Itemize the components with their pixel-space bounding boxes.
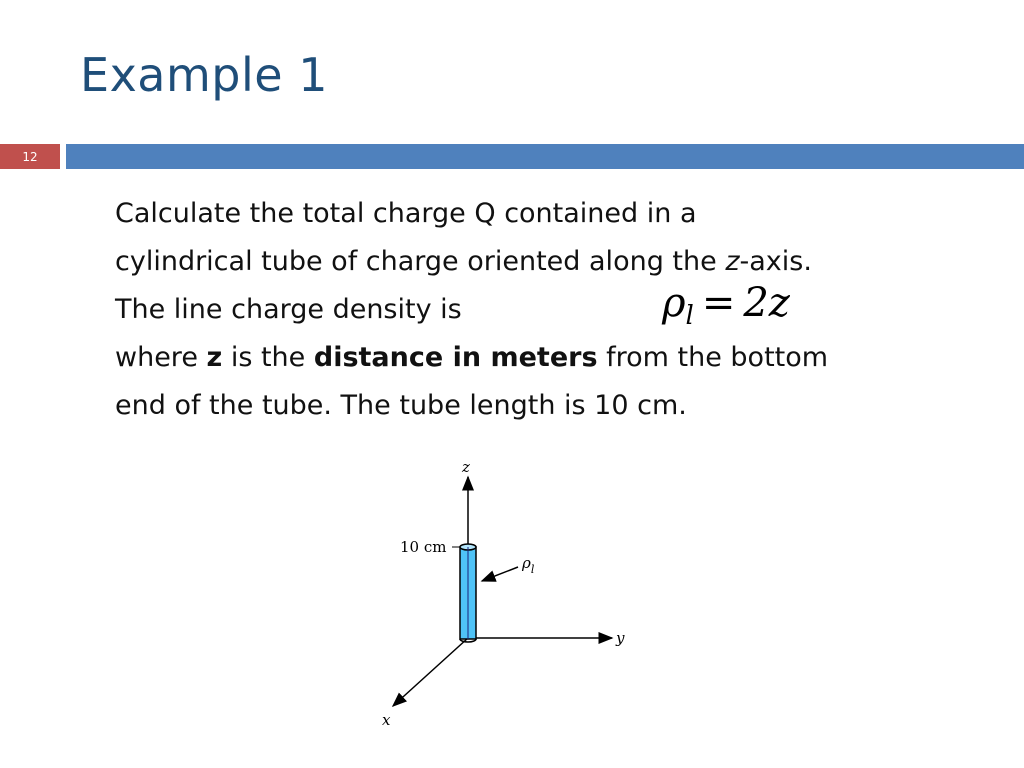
z-bold: z (206, 342, 223, 373)
text-line-4 (115, 334, 975, 382)
density-label (521, 554, 535, 576)
rho-subscript: l (685, 301, 694, 331)
line-charge-density-formula (662, 280, 790, 331)
z-variable: z (725, 246, 740, 277)
density-rho: ρ (522, 554, 531, 572)
density-subscript: l (530, 563, 535, 576)
length-label: 10 cm (400, 538, 447, 556)
text-line-4-e: from the bottom (597, 342, 829, 373)
text-line-2-post: -axis. (739, 246, 812, 277)
problem-statement (115, 190, 975, 430)
text-line-4-a: where (115, 342, 207, 373)
text-line-4-c: is the (222, 342, 314, 373)
slide-number: 12 (0, 144, 60, 169)
distance-bold: distance in meters (313, 342, 598, 373)
title-divider-bar (66, 144, 1024, 169)
text-line-3: The line charge density is (115, 294, 462, 325)
z-axis-label: z (462, 458, 470, 476)
formula-rhs: 2z (743, 280, 790, 326)
x-axis-label: x (382, 711, 391, 729)
text-line-1: Calculate the total charge Q contained in a (115, 198, 697, 229)
equals-sign: = (701, 280, 736, 326)
text-line-2 (115, 238, 975, 286)
text-line-5: end of the tube. The tube length is 10 cm. (115, 390, 687, 421)
rho-symbol: ρ (662, 280, 686, 326)
y-axis-label: y (616, 629, 625, 647)
cylinder-axes-diagram (360, 455, 660, 740)
density-pointer-arrow (482, 567, 518, 581)
x-axis (393, 638, 468, 706)
slide-title: Example 1 (80, 48, 328, 102)
text-line-2-pre: cylindrical tube of charge oriented along the (115, 246, 726, 277)
